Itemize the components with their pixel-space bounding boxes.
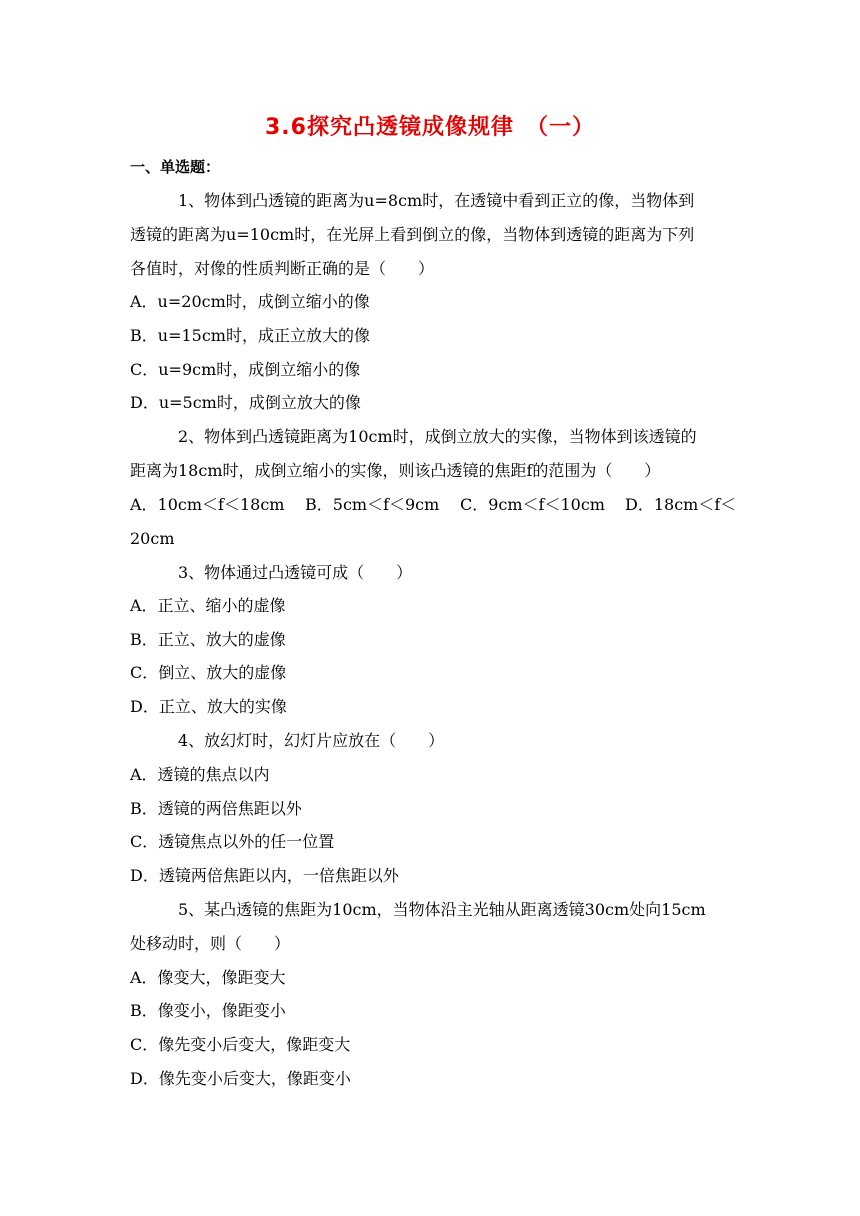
q2-option-a: A．10cm＜f＜18cm [130, 495, 285, 514]
q4-option-d: D．透镜两倍焦距以内，一倍焦距以外 [130, 866, 399, 885]
q1-option-b: B．u=15cm时，成正立放大的像 [130, 326, 370, 345]
q1-stem-line: 透镜的距离为u=10cm时，在光屏上看到倒立的像，当物体到透镜的距离为下列 [130, 225, 695, 244]
q1-stem-line: 各值时，对像的性质判断正确的是（ ） [130, 259, 435, 278]
q2-stem-line: 距离为18cm时，成倒立缩小的实像，则该凸透镜的焦距f的范围为（ ） [130, 461, 661, 480]
q2-option-c: C．9cm＜f＜10cm [460, 495, 605, 514]
q3-stem-line: 3、物体通过凸透镜可成（ ） [178, 563, 413, 582]
q5-option-d: D．像先变小后变大，像距变小 [130, 1069, 351, 1088]
q2-stem-line: 2、物体到凸透镜距离为10cm时，成倒立放大的实像，当物体到该透镜的 [178, 427, 697, 446]
q3-option-b: B．正立、放大的虚像 [130, 630, 286, 649]
q2-option-d: D．18cm＜f＜ [625, 495, 737, 514]
section-heading: 一、单选题： [130, 158, 221, 176]
q5-option-b: B．像变小，像距变小 [130, 1001, 286, 1020]
q3-option-c: C．倒立、放大的虚像 [130, 663, 287, 682]
q4-option-b: B．透镜的两倍焦距以外 [130, 799, 302, 818]
q3-option-d: D．正立、放大的实像 [130, 697, 287, 716]
q4-option-a: A．透镜的焦点以内 [130, 765, 270, 784]
page-title: 3.6探究凸透镜成像规律 （一） [265, 115, 595, 140]
q4-stem-line: 4、放幻灯时，幻灯片应放在（ ） [178, 731, 445, 750]
q5-option-a: A．像变大，像距变大 [130, 968, 286, 987]
q2-option-d-continued: 20cm [130, 529, 175, 548]
q1-option-a: A．u=20cm时，成倒立缩小的像 [130, 292, 370, 311]
q5-stem-line: 5、某凸透镜的焦距为10cm，当物体沿主光轴从距离透镜30cm处向15cm [178, 900, 706, 919]
q1-stem-line: 1、物体到凸透镜的距离为u=8cm时，在透镜中看到正立的像，当物体到 [178, 191, 695, 210]
q1-option-d: D．u=5cm时，成倒立放大的像 [130, 393, 361, 412]
q3-option-a: A．正立、缩小的虚像 [130, 596, 286, 615]
q2-option-b: B．5cm＜f＜9cm [305, 495, 440, 514]
q5-option-c: C．像先变小后变大，像距变大 [130, 1035, 351, 1054]
q1-option-c: C．u=9cm时，成倒立缩小的像 [130, 360, 361, 379]
q4-option-c: C．透镜焦点以外的任一位置 [130, 832, 335, 851]
q5-stem-line: 处移动时，则（ ） [130, 934, 291, 953]
